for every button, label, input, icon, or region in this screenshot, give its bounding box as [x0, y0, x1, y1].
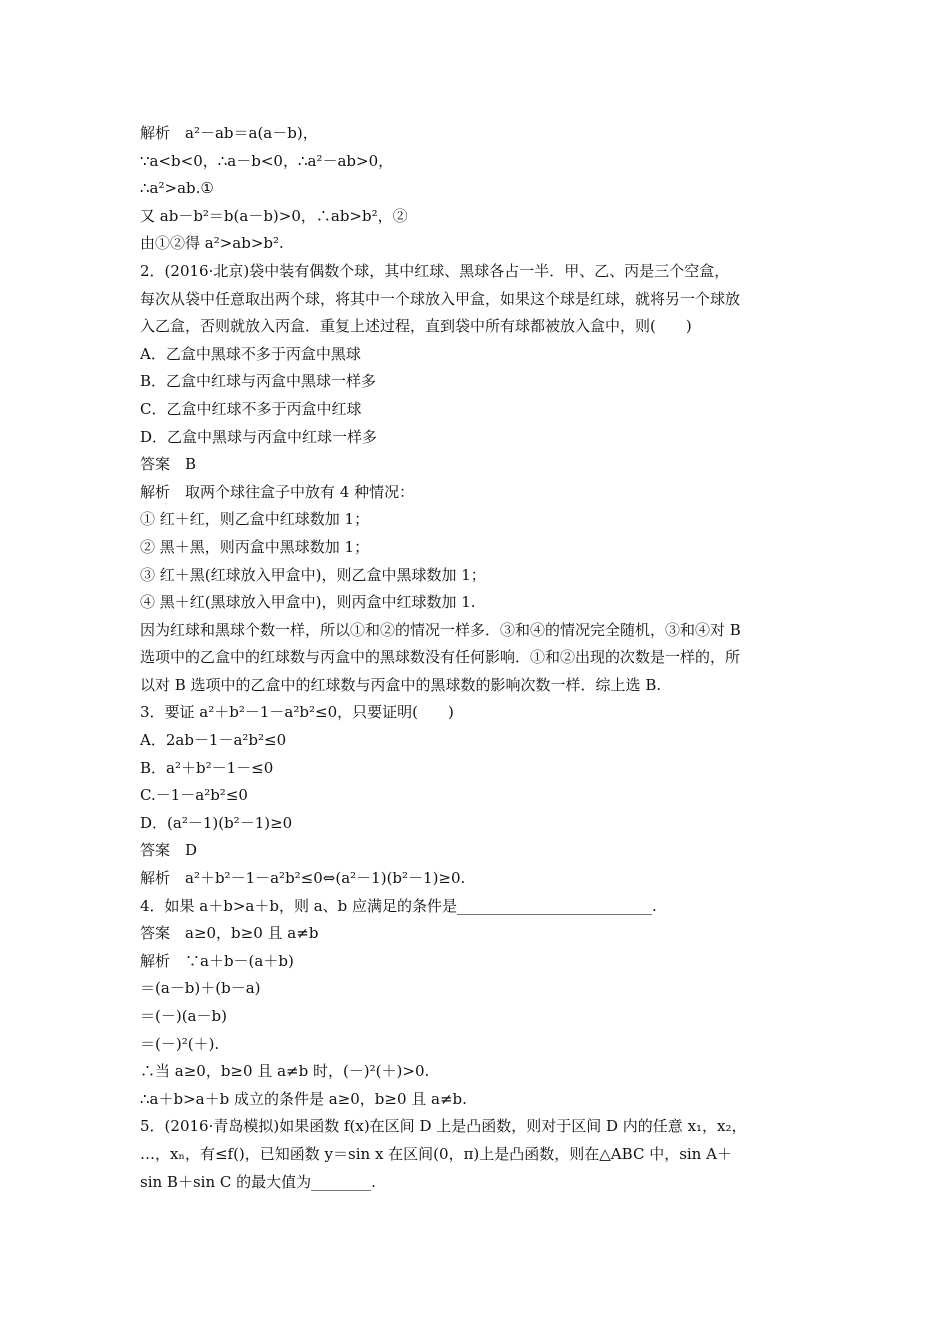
text-line: ② 黑＋黑，则丙盒中黑球数加 1； — [140, 537, 370, 556]
text-line: ∴a＋b>a＋b 成立的条件是 a≥0，b≥0 且 a≠b. — [140, 1089, 467, 1108]
text-line: 由①②得 a²>ab>b². — [140, 234, 284, 253]
question-4-line: 4．如果 a＋b>a＋b，则 a、b 应满足的条件是__________________________. — [140, 896, 657, 915]
text-line: ④ 黑＋红(黑球放入甲盒中)，则丙盒中红球数加 1. — [140, 593, 476, 612]
document-body — [140, 120, 822, 1196]
analysis-line: 解析 取两个球往盒子中放有 4 种情况： — [140, 482, 415, 501]
option-d: D．乙盒中黑球与丙盒中红球一样多 — [140, 427, 378, 446]
option-a: A．2ab－1－a²b²≤0 — [140, 731, 287, 750]
text-line: 因为红球和黑球个数一样，所以①和②的情况一样多．③和④的情况完全随机，③和④对 B — [140, 620, 741, 639]
option-a: A．乙盒中黑球不多于丙盒中黑球 — [140, 344, 361, 363]
text-line: ∵a<b<0，∴a－b<0，∴a²－ab>0， — [140, 151, 394, 170]
option-c: C．乙盒中红球不多于丙盒中红球 — [140, 399, 362, 418]
text-line: 又 ab－b²＝b(a－b)>0，∴ab>b²，② — [140, 206, 408, 225]
text-line: ∴当 a≥0，b≥0 且 a≠b 时，(－)²(＋)>0. — [140, 1062, 430, 1081]
text-line: 选项中的乙盒中的红球数与丙盒中的黑球数没有任何影响．①和②出现的次数是一样的，所 — [140, 648, 741, 667]
answer-line: 答案 B — [140, 455, 197, 474]
text-line: ① 红＋红，则乙盒中红球数加 1； — [140, 510, 370, 529]
answer-line: 答案 a≥0，b≥0 且 a≠b — [140, 924, 319, 943]
text-line: ＝(－)(a－b) — [140, 1007, 227, 1025]
question-5-line: 5．(2016·青岛模拟)如果函数 f(x)在区间 D 上是凸函数，则对于区间 D 内的任意 x₁，x₂， — [140, 1117, 747, 1136]
question-2-line: 每次从袋中任意取出两个球，将其中一个球放入甲盒，如果这个球是红球，就将另一个球放 — [140, 289, 741, 308]
text-line: 以对 B 选项中的乙盒中的红球数与丙盒中的黑球数的影响次数一样．综上选 B. — [140, 675, 662, 694]
option-b: B．a²＋b²－1－≤0 — [140, 758, 274, 777]
option-d: D．(a²－1)(b²－1)≥0 — [140, 813, 293, 832]
text-line: 解析 a²－ab＝a(a－b)， — [140, 124, 318, 142]
question-2-line: 入乙盒，否则就放入丙盒．重复上述过程，直到袋中所有球都被放入盒中，则( ) — [140, 317, 692, 336]
analysis-line: 解析 ∵a＋b－(a＋b) — [140, 951, 294, 970]
text-line: ③ 红＋黑(红球放入甲盒中)，则乙盒中黑球数加 1； — [140, 565, 486, 584]
text-line: ＝(－)²(＋). — [140, 1034, 220, 1053]
question-2-line: 2．(2016·北京)袋中装有偶数个球，其中红球、黑球各占一半．甲、乙、丙是三个空盒， — [140, 261, 730, 280]
option-c: C.－1－a²b²≤0 — [140, 786, 248, 805]
text-line: ＝(a－b)＋(b－a) — [140, 979, 261, 998]
answer-line: 答案 D — [140, 841, 198, 860]
analysis-line: 解析 a²＋b²－1－a²b²≤0⇔(a²－1)(b²－1)≥0. — [140, 869, 466, 888]
question-3-line: 3．要证 a²＋b²－1－a²b²≤0，只要证明( ) — [140, 703, 454, 722]
option-b: B．乙盒中红球与丙盒中黑球一样多 — [140, 372, 377, 391]
question-5-line: sin B＋sin C 的最大值为________. — [140, 1172, 376, 1191]
text-line: ∴a²>ab.① — [140, 179, 214, 198]
question-5-line: …，xₙ，有≤f()，已知函数 y＝sin x 在区间(0，π)上是凸函数，则在△ABC 中，sin A＋ — [140, 1144, 732, 1163]
